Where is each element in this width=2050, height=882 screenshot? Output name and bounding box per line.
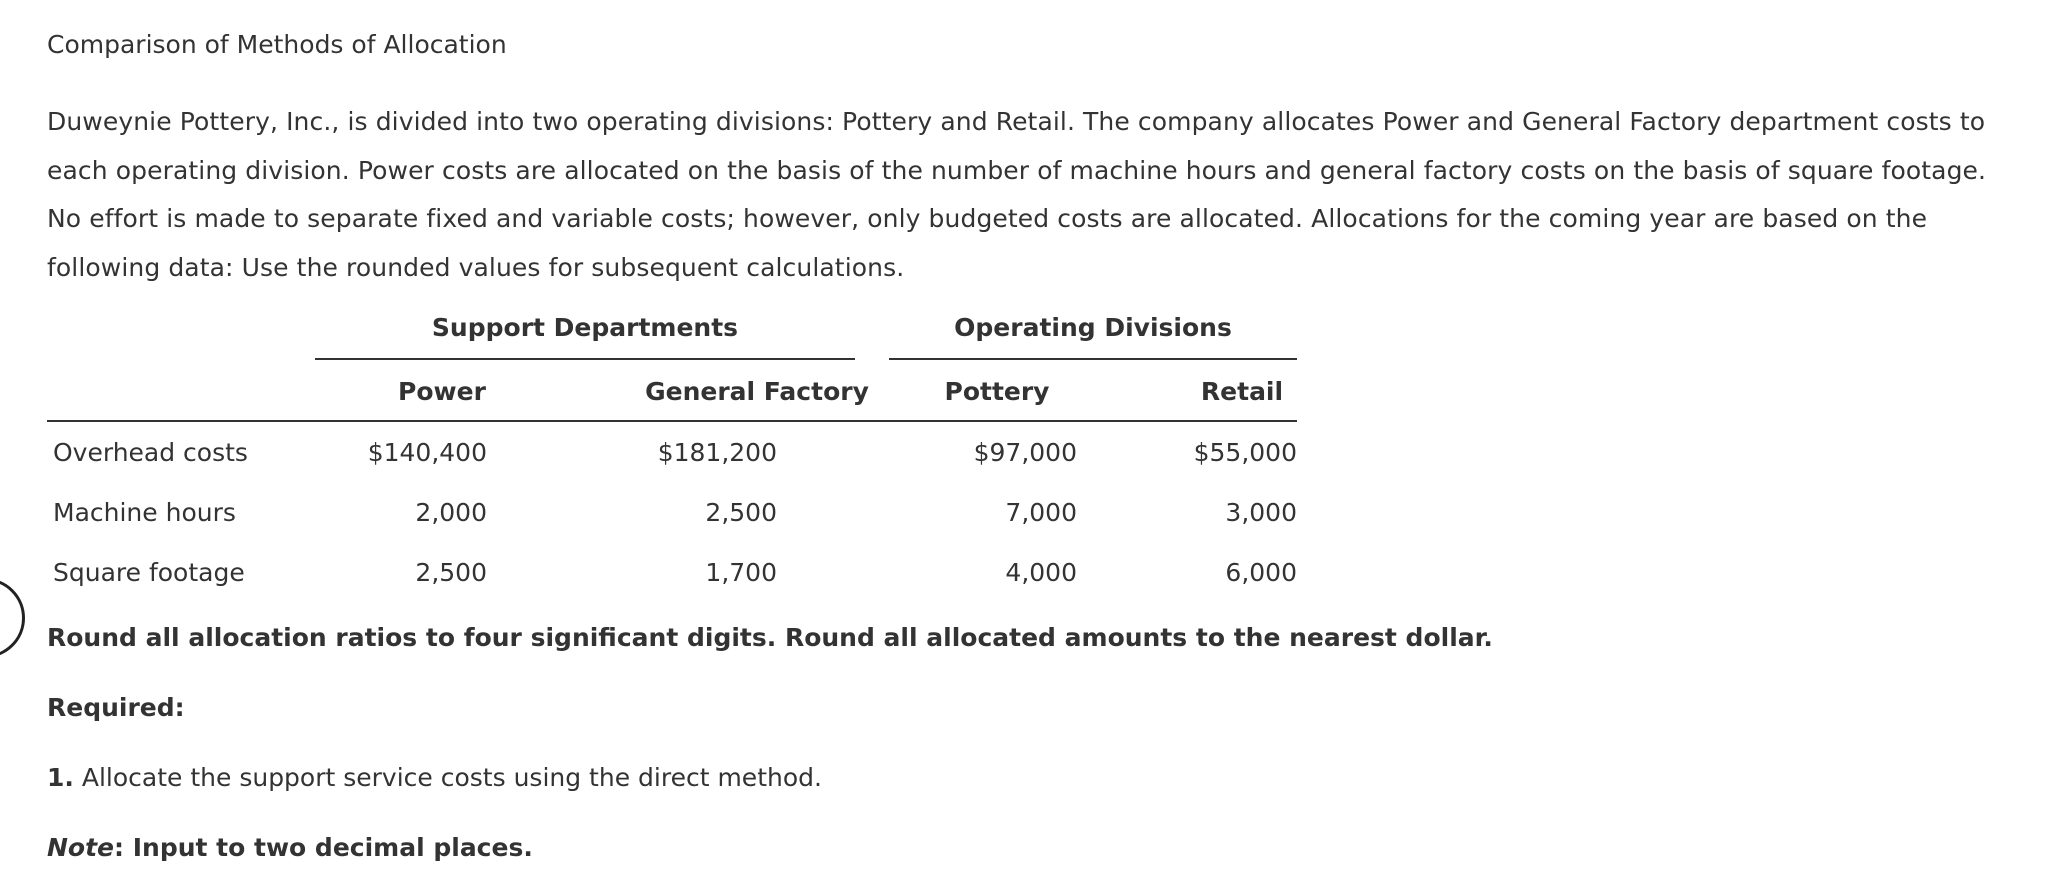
cell-overhead-power: $140,400 [367, 438, 487, 467]
cell-machine-hours-retail: 3,000 [1225, 498, 1297, 527]
requirement-1-number: 1. [47, 763, 74, 792]
cell-machine-hours-pottery: 7,000 [1005, 498, 1077, 527]
column-header-pottery: Pottery [944, 377, 1050, 406]
requirement-1 [47, 763, 822, 792]
rounding-instructions: Round all allocation ratios to four significant digits. Round all allocated amounts to the nearest dollar. [47, 623, 1493, 652]
column-header-general-factory: General Factory [645, 377, 869, 406]
cell-overhead-pottery: $97,000 [973, 438, 1077, 467]
cell-overhead-general-factory: $181,200 [657, 438, 777, 467]
note-text: : Input to two decimal places. [114, 833, 533, 862]
cell-square-footage-power: 2,500 [415, 558, 487, 587]
intro-paragraph: Duweynie Pottery, Inc., is divided into two operating divisions: Pottery and Retail. The company allocates Power and General Factory department costs to each operating division. Power costs are allocated on the basis of the number of machine hours and general factory costs on the basis of square footage. No effort is made to separate fixed and variable costs; however, only budgeted costs are allocated. Allocations for the coming year are based on the following data: Use the rounded values for subsequent calculations. [47, 107, 1987, 282]
row-label-machine-hours: Machine hours [53, 498, 236, 527]
allocation-data-table [47, 305, 1307, 595]
cell-machine-hours-general-factory: 2,500 [705, 498, 777, 527]
cell-machine-hours-power: 2,000 [415, 498, 487, 527]
column-header-power: Power [398, 377, 486, 406]
support-departments-underline [315, 358, 855, 360]
column-header-underline [47, 420, 1297, 422]
cell-square-footage-general-factory: 1,700 [705, 558, 777, 587]
operating-divisions-header: Operating Divisions [954, 313, 1232, 342]
cell-square-footage-retail: 6,000 [1225, 558, 1297, 587]
cell-square-footage-pottery: 4,000 [1005, 558, 1077, 587]
row-label-square-footage: Square footage [53, 558, 245, 587]
support-departments-header: Support Departments [431, 313, 739, 342]
input-note [47, 833, 533, 862]
row-label-overhead-costs: Overhead costs [53, 438, 248, 467]
edge-circle-decoration [0, 578, 25, 658]
operating-divisions-underline [889, 358, 1297, 360]
page-title: Comparison of Methods of Allocation [47, 30, 507, 59]
cell-overhead-retail: $55,000 [1193, 438, 1297, 467]
requirement-1-text: Allocate the support service costs using the direct method. [81, 763, 822, 792]
column-header-retail: Retail [1200, 377, 1284, 406]
note-label: Note [47, 833, 115, 862]
required-heading: Required: [47, 693, 185, 722]
